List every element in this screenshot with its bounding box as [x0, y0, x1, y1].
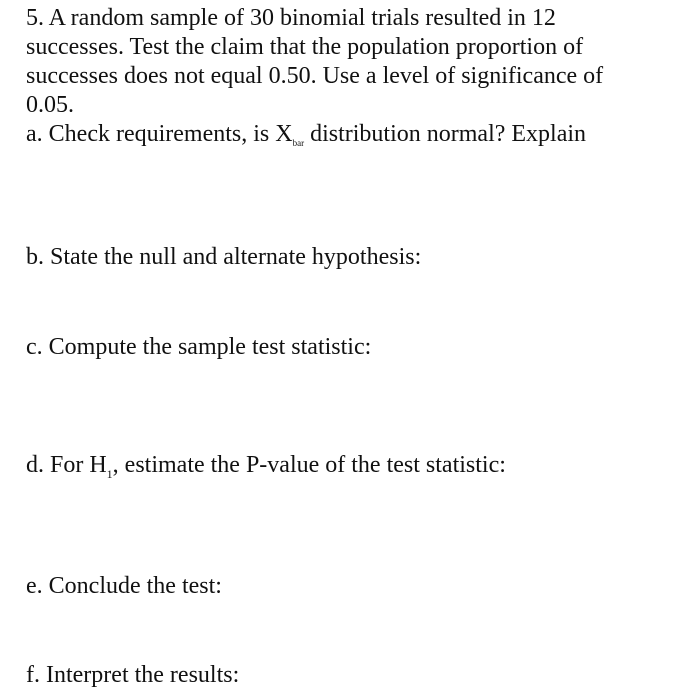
part-d	[26, 451, 506, 480]
part-a-text-after: distribution normal? Explain	[304, 121, 587, 147]
part-f: f. Interpret the results:	[26, 662, 240, 688]
question-line-3: successes does not equal 0.50. Use a level of significance of	[26, 63, 604, 89]
question-text	[26, 4, 686, 120]
part-d-text-after: , estimate the P-value of the test statistic:	[112, 452, 506, 478]
part-a-text-before: a. Check requirements, is X	[26, 121, 293, 147]
part-d-text-before: d. For H	[26, 452, 107, 478]
part-d-subscript: 1	[106, 467, 113, 481]
part-a	[26, 120, 586, 149]
question-line-2: successes. Test the claim that the population proportion of	[26, 34, 584, 60]
part-c: c. Compute the sample test statistic:	[26, 334, 372, 360]
question-line-1: 5. A random sample of 30 binomial trials resulted in 12	[26, 5, 556, 31]
part-e: e. Conclude the test:	[26, 573, 222, 599]
part-b: b. State the null and alternate hypothesis:	[26, 244, 422, 270]
question-line-4: 0.05.	[26, 92, 74, 118]
part-a-subscript: bar	[292, 138, 305, 148]
